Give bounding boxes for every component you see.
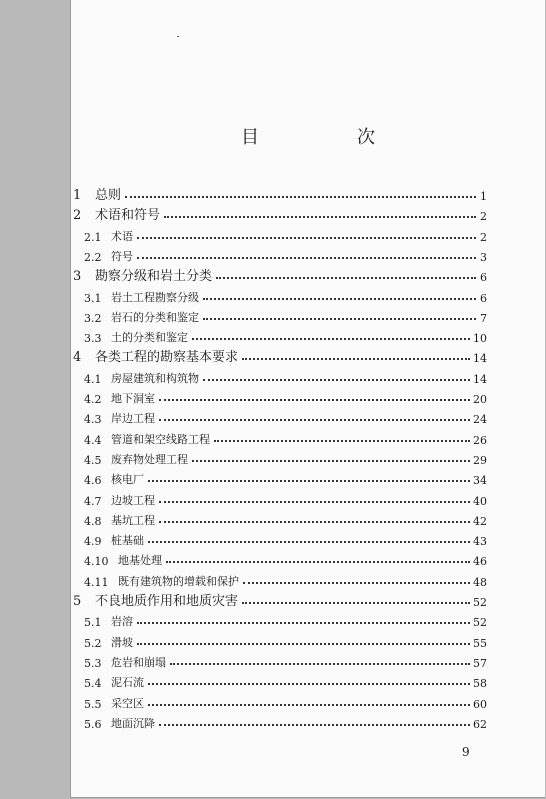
toc-section-entry[interactable] [84,467,487,487]
toc-entry-number: 4.9 [84,535,102,549]
toc-section-entry[interactable] [84,670,487,690]
dot-leader [137,622,470,624]
dot-leader [137,643,470,645]
dot-leader [148,683,470,685]
toc-entry-title: 滑坡 [111,635,133,649]
toc-entry-title: 既有建筑物的增载和保护 [118,574,239,588]
toc-entry-number: 4.5 [84,453,102,467]
dot-leader [166,561,470,563]
toc-entry-page: 6 [480,291,487,305]
toc-entry-number: 4.10 [84,555,109,569]
toc-entry-title: 总则 [95,188,122,203]
toc-entry-page: 62 [473,717,487,731]
toc-entry-title: 管道和架空线路工程 [111,432,210,446]
toc-chapter-entry[interactable] [73,203,487,223]
toc-section-entry[interactable] [84,427,487,447]
toc-entry-page: 58 [473,677,487,691]
toc-chapter-entry[interactable] [73,345,487,365]
toc-entry-page: 40 [473,494,487,508]
toc-entry-number: 1 [73,188,82,203]
dot-leader [137,237,476,239]
toc-chapter-entry[interactable] [73,183,487,203]
toc-entry-page: 55 [473,636,487,650]
toc-entry-page: 10 [473,332,487,346]
toc-entry-page: 60 [473,697,487,711]
dot-leader [137,257,476,259]
dot-leader [203,298,476,300]
toc-entry-page: 57 [473,656,487,670]
toc-entry-page: 46 [473,555,487,569]
toc-section-entry[interactable] [84,630,487,650]
toc-entry-number: 5.1 [84,616,102,630]
dot-leader [159,724,470,726]
toc-entry-number: 5.2 [84,636,102,650]
toc-section-entry[interactable] [84,325,487,345]
dot-leader [148,480,470,482]
toc-entry-number: 3 [73,269,82,285]
toc-entry-page: 2 [480,230,487,244]
toc-section-entry[interactable] [84,366,487,386]
dot-leader [192,460,470,462]
dot-leader [159,501,470,503]
toc-entry-number: 4.7 [84,494,102,508]
toc-section-entry[interactable] [84,488,487,508]
toc-entry-title: 各类工程的勘察基本要求 [95,350,239,366]
toc-entry-page: 34 [473,474,487,488]
dot-leader [203,318,476,320]
toc-entry-page: 26 [473,433,487,447]
toc-chapter-entry[interactable] [73,589,487,609]
dot-leader [192,338,470,340]
dot-leader [243,582,470,584]
toc-entry-title: 岩溶 [111,615,133,629]
toc-section-entry[interactable] [84,285,487,305]
toc-entry-number: 3.1 [84,291,102,305]
toc-entry-number: 5 [73,594,82,609]
toc-entry-number: 4.2 [84,393,102,406]
toc-entry-page: 7 [480,311,487,325]
dot-leader [148,704,470,706]
toc-entry-number: 4.6 [84,474,102,488]
toc-entry-number: 5.5 [84,697,102,711]
toc-entry-title: 地基处理 [118,554,162,568]
toc-entry-title: 房屋建筑和构筑物 [111,371,199,385]
dot-leader [170,663,470,665]
toc-section-entry[interactable] [84,569,487,589]
dot-leader [242,602,470,604]
toc-entry-page: 2 [480,210,487,224]
dot-leader [214,440,470,442]
page-number: 9 [462,745,470,759]
toc-entry-title: 边坡工程 [111,493,155,507]
toc-entry-page: 1 [480,190,487,203]
toc-entry-page: 42 [473,514,487,528]
toc-entry-number: 5.3 [84,656,102,670]
toc-entry-number: 2 [73,208,82,224]
toc-entry-number: 4.3 [84,413,102,427]
toc-section-entry[interactable] [84,224,487,244]
toc-entry-page: 3 [480,250,487,264]
toc-entry-page: 48 [473,575,487,589]
toc-entry-title: 土的分类和鉴定 [111,331,188,345]
toc-entry-page: 52 [473,596,487,609]
toc-entry-number: 4 [73,350,82,366]
toc-entry-title: 采空区 [111,696,144,710]
toc-section-entry[interactable] [84,305,487,325]
toc-entry-title: 基坑工程 [111,513,155,527]
toc-entry-number: 4.4 [84,433,102,447]
toc-entry-number: 2.2 [84,250,102,264]
toc-section-entry[interactable] [84,447,487,467]
toc-entry-page: 14 [473,352,487,366]
toc-entry-title: 泥石流 [111,676,144,690]
toc-entry-title: 地面沉降 [111,716,155,730]
scan-speck [177,36,179,37]
toc-entry-title: 不良地质作用和地质灾害 [95,594,239,609]
toc-entry-title: 桩基础 [111,534,144,548]
toc-entry-title: 勘察分级和岩土分类 [95,269,213,285]
toc-entry-title: 核电厂 [111,473,144,487]
toc-entry-title: 岩石的分类和鉴定 [111,310,199,324]
toc-section-entry[interactable] [84,548,487,568]
dot-leader [203,379,470,381]
toc-entry-page: 14 [473,372,487,386]
toc-section-entry[interactable] [84,528,487,548]
toc-section-entry[interactable] [84,244,487,264]
dot-leader [242,358,470,360]
toc-section-entry[interactable] [84,711,487,731]
toc-section-entry[interactable] [84,386,487,406]
dot-leader [125,196,476,198]
toc-section-entry[interactable] [84,508,487,528]
toc-entry-title: 废弃物处理工程 [111,452,188,466]
toc-entry-title: 术语和符号 [95,208,161,224]
toc-entry-page: 43 [473,535,487,549]
toc-chapter-entry[interactable] [73,264,487,284]
page-title: 目 次 [241,127,415,148]
dot-leader [159,399,470,401]
toc-entry-number: 5.4 [84,677,102,691]
toc-section-entry[interactable] [84,609,487,629]
dot-leader [216,277,476,279]
toc-entry-page: 20 [473,393,487,406]
toc-entry-number: 3.3 [84,332,102,346]
toc-entry-title: 术语 [111,229,133,243]
document-page [70,0,545,798]
toc-entry-number: 3.2 [84,311,102,325]
toc-entry-number: 4.8 [84,514,102,528]
toc-entry-title: 岸边工程 [111,412,155,426]
toc-entry-number: 4.11 [84,575,109,589]
toc-section-entry[interactable] [84,650,487,670]
toc-entry-number: 2.1 [84,230,102,244]
toc-entry-title: 危岩和崩塌 [111,655,166,669]
dot-leader [159,419,470,421]
dot-leader [164,216,476,218]
toc-entry-title: 符号 [111,249,133,263]
toc-section-entry[interactable] [84,691,487,711]
toc-entry-title: 岩土工程勘察分级 [111,290,199,304]
toc-entry-page: 29 [473,453,487,467]
toc-entry-title: 地下洞室 [111,392,155,405]
toc-entry-page: 52 [473,616,487,630]
toc-entry-number: 4.1 [84,372,102,386]
toc-entry-page: 6 [480,271,487,285]
dot-leader [148,541,470,543]
toc-section-entry[interactable] [84,406,487,426]
toc-entry-page: 24 [473,413,487,427]
dot-leader [159,521,470,523]
toc-entry-number: 5.6 [84,717,102,731]
